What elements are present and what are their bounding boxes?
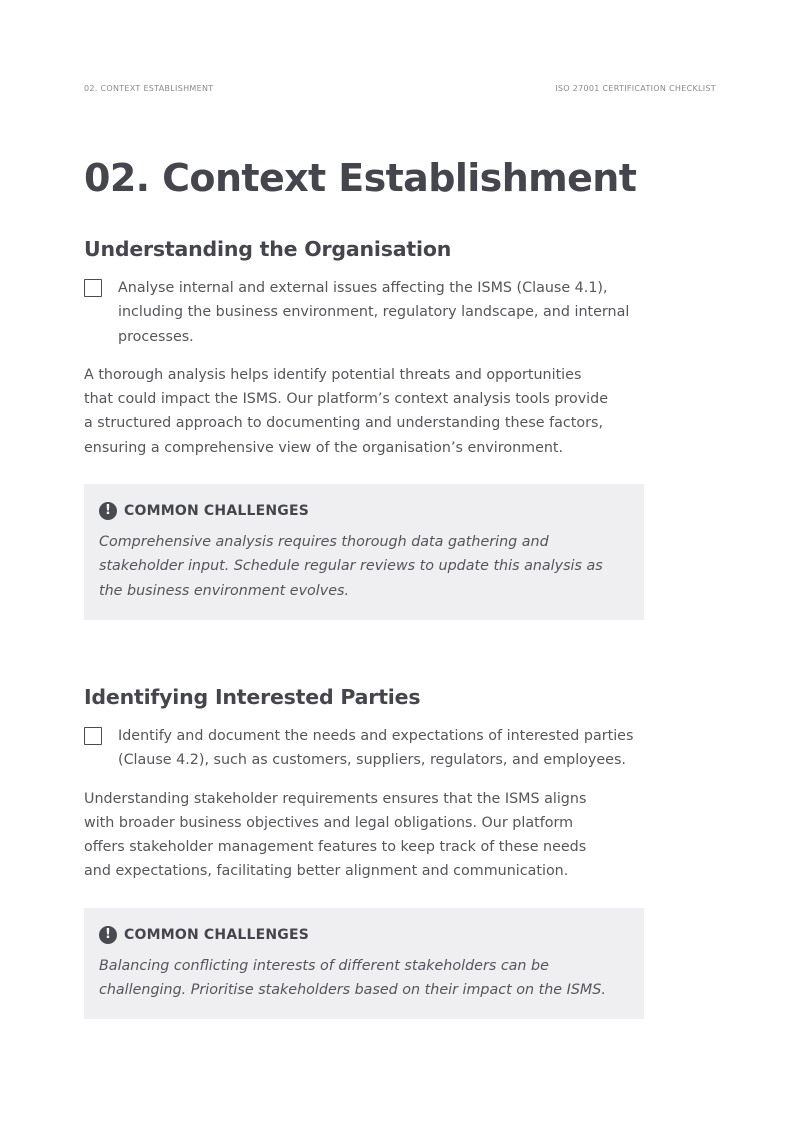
exclamation-circle-icon: ! [99, 502, 117, 520]
section-body: Understanding stakeholder requirements ensures that the ISMS aligns with broader business objectives and legal obligations. Our platform offers stakeholder management features to keep track of these needs and expectations, facilitating better alignment and communication. [84, 790, 587, 880]
running-header [84, 84, 716, 93]
callout-header [99, 498, 629, 524]
callout-title: COMMON CHALLENGES [124, 503, 310, 520]
checkbox[interactable] [84, 727, 102, 745]
page-title: 02. Context Establishment [84, 156, 637, 200]
checklist-item [84, 724, 644, 773]
section-understanding-organisation [84, 234, 644, 620]
callout-common-challenges [84, 484, 644, 620]
checklist-item [84, 276, 644, 349]
callout-header [99, 922, 629, 948]
exclamation-circle-icon: ! [99, 926, 117, 944]
checklist-item-text: Analyse internal and external issues affecting the ISMS (Clause 4.1), including the business environment, regulatory landscape, and internal processes. [118, 280, 630, 345]
callout-common-challenges [84, 908, 644, 1020]
page-content [84, 152, 644, 1019]
callout-text: Comprehensive analysis requires thorough data gathering and stakeholder input. Schedule regular reviews to update this analysis as the business environment evolves. [99, 534, 603, 599]
callout-title: COMMON CHALLENGES [124, 926, 310, 943]
header-document-title: ISO 27001 CERTIFICATION CHECKLIST [555, 84, 716, 93]
section-interested-parties [84, 682, 644, 1019]
section-heading: Identifying Interested Parties [84, 684, 421, 709]
callout-text: Balancing conflicting interests of different stakeholders can be challenging. Prioritise stakeholders based on their impact on the ISMS. [99, 957, 606, 999]
checkbox[interactable] [84, 279, 102, 297]
checklist-item-text: Identify and document the needs and expectations of interested parties (Clause 4.2), such as customers, suppliers, regulators, and employees. [118, 727, 634, 769]
section-heading: Understanding the Organisation [84, 237, 452, 261]
section-body: A thorough analysis helps identify potential threats and opportunities that could impact the ISMS. Our platform’s context analysis tools provide a structured approach to documenting and understanding these factors, ensuring a comprehensive view of the organisation’s environment. [84, 366, 609, 456]
header-section-label: 02. CONTEXT ESTABLISHMENT [84, 84, 214, 93]
